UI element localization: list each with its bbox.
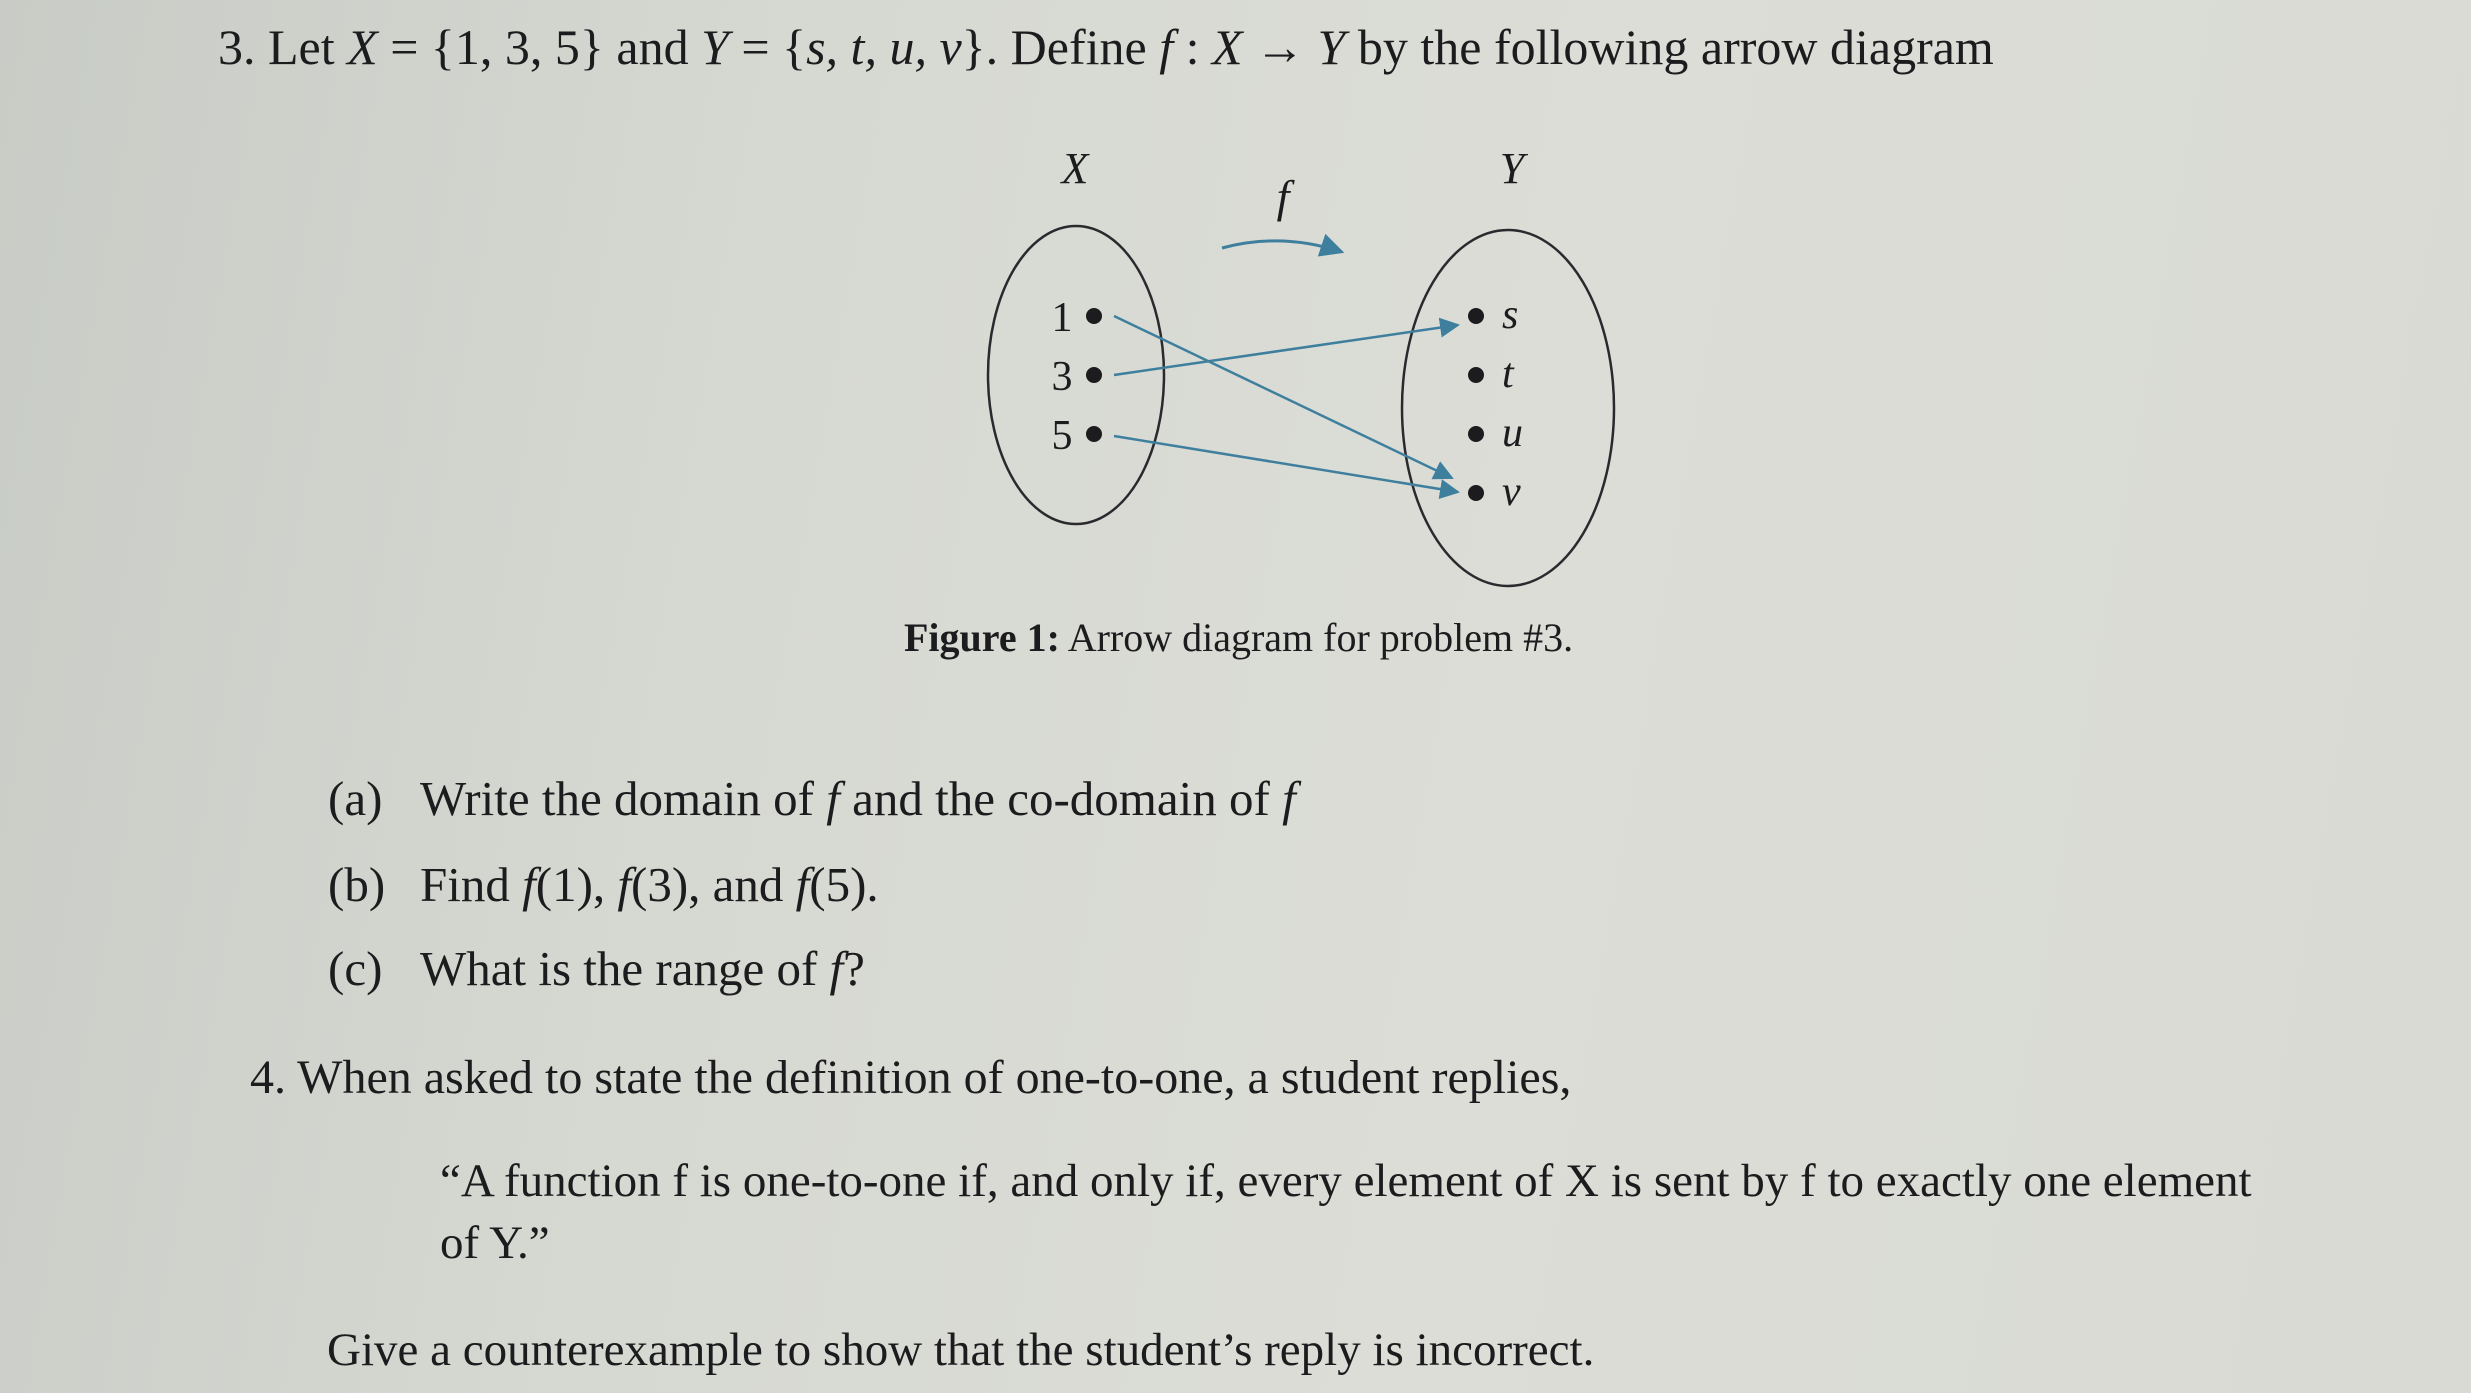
domain-dot-1 [1086,308,1102,324]
part-var-f: f [522,857,536,912]
statement-text: by the following arrow diagram [1345,19,1994,75]
codomain-label: Y [1499,144,1525,193]
statement-text: = { [728,19,807,75]
domain-dot-3 [1086,367,1102,383]
domain-label: X [1061,144,1089,193]
statement-text: Let [268,19,348,75]
part-label: (a) [328,771,383,826]
problem-3-number: 3. [218,19,256,75]
domain-element-5: 5 [1051,413,1073,459]
part-label: (b) [328,857,386,912]
part-text: Find [420,857,523,912]
codomain-element-t: t [1502,351,1514,397]
part-text: What is the range of [420,941,830,996]
mapping-arrow-3-to-s [1114,325,1458,375]
caption-text: Arrow diagram for problem #3. [1059,615,1574,660]
statement-var-y: Y [701,19,729,75]
part-text: (5). [809,857,879,912]
statement-text: : [1173,19,1212,75]
domain-ellipse [988,226,1164,524]
part-var-f: f [829,941,844,996]
domain-element-1: 1 [1051,295,1073,341]
domain-element-3: 3 [1051,354,1073,400]
statement-text: = {1, 3, 5} and [377,19,702,75]
figure-caption [904,614,1573,661]
statement-var-y: Y [1317,19,1346,75]
codomain-element-v: v [1502,469,1521,515]
domain-dot-5 [1086,426,1102,442]
statement-var-f: f [1159,19,1174,75]
codomain-element-s: s [1502,292,1519,338]
part-text: and the co-domain of [839,771,1283,826]
part-text: (1), [535,857,618,912]
statement-var-x: X [1212,19,1243,75]
part-label: (c) [328,941,383,996]
problem-4-instruction: Give a counterexample to show that the student’s reply is incorrect. [327,1324,1595,1376]
part-c [328,941,865,996]
problem-4-number: 4. [250,1051,286,1104]
part-text: ? [843,941,865,996]
codomain-dot-u [1468,426,1484,442]
codomain-ellipse [1402,230,1614,586]
statement-set-y-elements: s, t, u, v [806,19,962,75]
part-var-f: f [795,857,810,912]
statement-text: }. Define [961,19,1160,75]
part-var-f: f [826,771,840,826]
codomain-element-u: u [1502,410,1523,456]
problem-4-statement [250,1051,1572,1104]
part-var-f: f [617,857,632,912]
problem-4-text: When asked to state the definition of one-to-one, a student replies, [297,1051,1572,1104]
student-quote: “A function f is one-to-one if, and only if, every element of X is sent by f to exactly one element of Y.” [440,1155,2252,1269]
statement-var-x: X [347,19,378,75]
function-label: f [1276,171,1290,222]
codomain-dot-v [1468,485,1484,501]
part-a [328,771,1296,826]
codomain-dot-t [1468,367,1484,383]
part-b [328,857,879,912]
statement-text: → [1242,19,1318,75]
part-var-f: f [1282,771,1296,826]
caption-bold: Figure 1: [904,615,1060,660]
function-arrow [1222,241,1342,252]
part-text: Write the domain of [420,771,827,826]
part-text: (3), and [631,857,796,912]
arrow-diagram [0,0,2471,640]
codomain-dot-s [1468,308,1484,324]
